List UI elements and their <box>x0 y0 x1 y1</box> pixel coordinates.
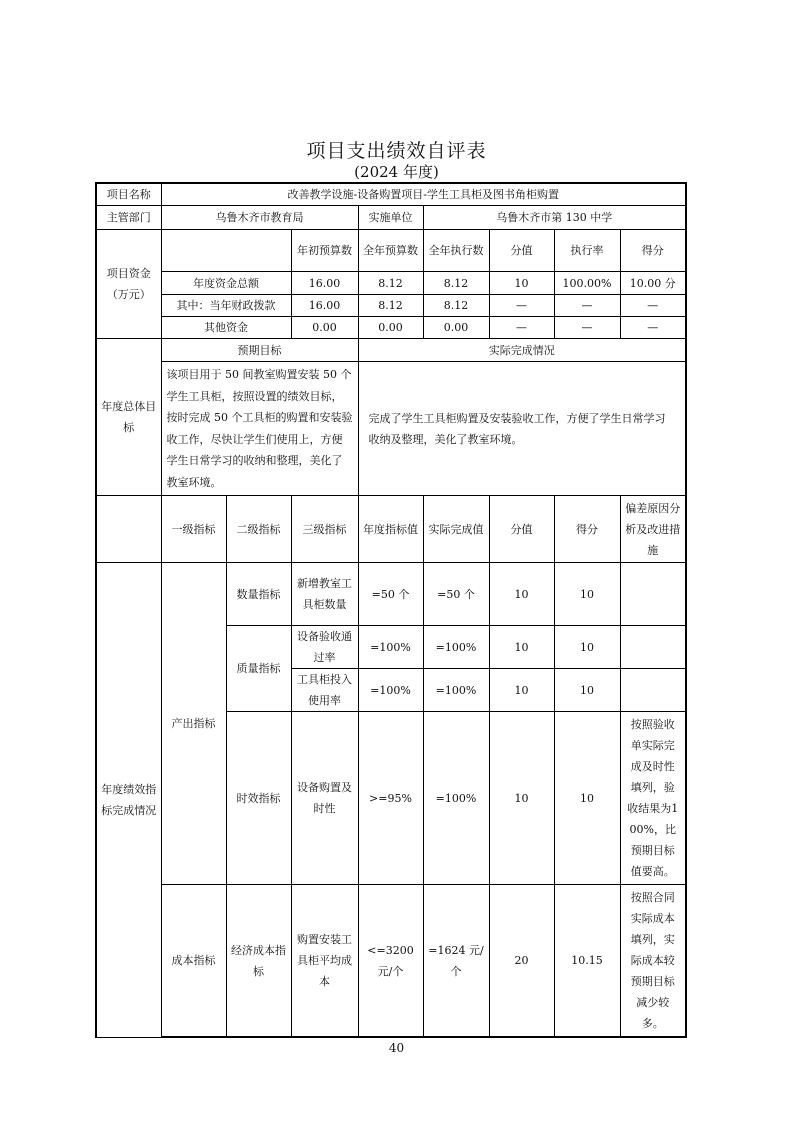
timeliness-level2: 时效指标 <box>226 712 291 885</box>
indicator-target: =100% <box>358 626 423 669</box>
indicator-score-value: 20 <box>489 885 554 1038</box>
quantity-level2: 数量指标 <box>226 563 291 626</box>
indicator-actual: =100% <box>423 712 489 885</box>
expected-goal-header: 预期目标 <box>161 339 358 362</box>
expected-goal-text: 该项目用于 50 间教室购置安装 50 个学生工具柜，按照设置的绩效目标，按时完成 50 个工具柜的购置和安装验收工作，尽快让学生们使用上，方便学生日常学习的收纳和整理，美化了教室环境。 <box>161 362 358 496</box>
indicator-note: 按照验收单实际完成及时性填列，验收结果为100%，比预期目标值要高。 <box>620 712 686 885</box>
unit-value: 乌鲁木齐市第 130 中学 <box>423 206 686 230</box>
dept-value: 乌鲁木齐市教育局 <box>161 206 358 230</box>
indicator-score: 10.15 <box>554 885 620 1038</box>
cost-level2: 经济成本指标 <box>226 885 291 1038</box>
indicator-score: 10 <box>554 669 620 712</box>
indicator-level3: 新增教室工具柜数量 <box>291 563 358 626</box>
indicator-target: <=3200 元/个 <box>358 885 423 1038</box>
indicator-actual: =50 个 <box>423 563 489 626</box>
indicator-actual: =1624 元/个 <box>423 885 489 1038</box>
funds-header: 年初预算数 <box>291 230 358 272</box>
project-name-value: 改善教学设施-设备购置项目-学生工具柜及图书角柜购置 <box>161 183 686 206</box>
indicator-target: =100% <box>358 669 423 712</box>
indicator-level3: 设备验收通过率 <box>291 626 358 669</box>
funds-header: 分值 <box>489 230 554 272</box>
funds-row-label: 其他资金 <box>161 317 291 339</box>
indicator-note <box>620 626 686 669</box>
indicator-corner <box>96 496 161 563</box>
funds-row-label: 其中：当年财政拨款 <box>161 295 291 317</box>
page-number: 40 <box>388 1041 405 1055</box>
indicator-score: 10 <box>554 626 620 669</box>
funds-cell: 8.12 <box>358 272 423 295</box>
dept-label: 主管部门 <box>96 206 161 230</box>
indicator-target: =50 个 <box>358 563 423 626</box>
funds-cell: 16.00 <box>291 295 358 317</box>
page-subtitle: (2024 年度) <box>354 163 439 181</box>
funds-cell: 0.00 <box>423 317 489 339</box>
actual-goal-text: 完成了学生工具柜购置及安装验收工作，方便了学生日常学习收纳及整理，美化了教室环境。 <box>358 362 686 496</box>
funds-cell: — <box>489 295 554 317</box>
indicator-note <box>620 669 686 712</box>
funds-cell: — <box>620 295 686 317</box>
output-level1: 产出指标 <box>161 563 226 885</box>
indicator-header: 年度指标值 <box>358 496 423 563</box>
funds-cell: — <box>620 317 686 339</box>
indicator-header: 分值 <box>489 496 554 563</box>
indicator-header: 实际完成值 <box>423 496 489 563</box>
page-title: 项目支出绩效自评表 <box>306 140 487 162</box>
indicator-header: 二级指标 <box>226 496 291 563</box>
indicator-target: >=95% <box>358 712 423 885</box>
indicator-score-value: 10 <box>489 712 554 885</box>
indicator-level3: 购置安装工具柜平均成本 <box>291 885 358 1038</box>
funds-cell: 0.00 <box>291 317 358 339</box>
funds-cell: 0.00 <box>358 317 423 339</box>
indicator-note: 按照合同实际成本填列，实际成本较预期目标减少较多。 <box>620 885 686 1038</box>
indicator-score-value: 10 <box>489 626 554 669</box>
goals-label: 年度总体目标 <box>96 339 161 496</box>
indicators-section-label: 年度绩效指标完成情况 <box>96 563 161 1038</box>
quality-level2: 质量指标 <box>226 626 291 712</box>
funds-cell: — <box>554 295 620 317</box>
funds-header: 全年执行数 <box>423 230 489 272</box>
indicator-level3: 工具柜投入使用率 <box>291 669 358 712</box>
funds-cell: 8.12 <box>423 272 489 295</box>
indicator-score-value: 10 <box>489 563 554 626</box>
funds-row-label: 年度资金总额 <box>161 272 291 295</box>
funds-cell: 100.00% <box>554 272 620 295</box>
funds-cell: 10 <box>489 272 554 295</box>
actual-goal-header: 实际完成情况 <box>358 339 686 362</box>
cost-level1: 成本指标 <box>161 885 226 1038</box>
indicator-actual: =100% <box>423 669 489 712</box>
funds-header: 执行率 <box>554 230 620 272</box>
unit-label: 实施单位 <box>358 206 423 230</box>
funds-corner <box>161 230 291 272</box>
indicator-header: 一级指标 <box>161 496 226 563</box>
funds-cell: 16.00 <box>291 272 358 295</box>
funds-header: 得分 <box>620 230 686 272</box>
indicator-header: 三级指标 <box>291 496 358 563</box>
funds-cell: — <box>489 317 554 339</box>
funds-cell: 8.12 <box>423 295 489 317</box>
indicator-score: 10 <box>554 563 620 626</box>
funds-label: 项目资金（万元） <box>96 230 161 339</box>
indicator-level3: 设备购置及时性 <box>291 712 358 885</box>
indicator-header: 偏差原因分析及改进措施 <box>620 496 686 563</box>
indicator-score: 10 <box>554 712 620 885</box>
funds-cell: — <box>554 317 620 339</box>
performance-table <box>95 182 687 1038</box>
funds-cell: 8.12 <box>358 295 423 317</box>
indicator-score-value: 10 <box>489 669 554 712</box>
indicator-note <box>620 563 686 626</box>
indicator-header: 得分 <box>554 496 620 563</box>
funds-cell: 10.00 分 <box>620 272 686 295</box>
funds-header: 全年预算数 <box>358 230 423 272</box>
indicator-actual: =100% <box>423 626 489 669</box>
project-name-label: 项目名称 <box>96 183 161 206</box>
